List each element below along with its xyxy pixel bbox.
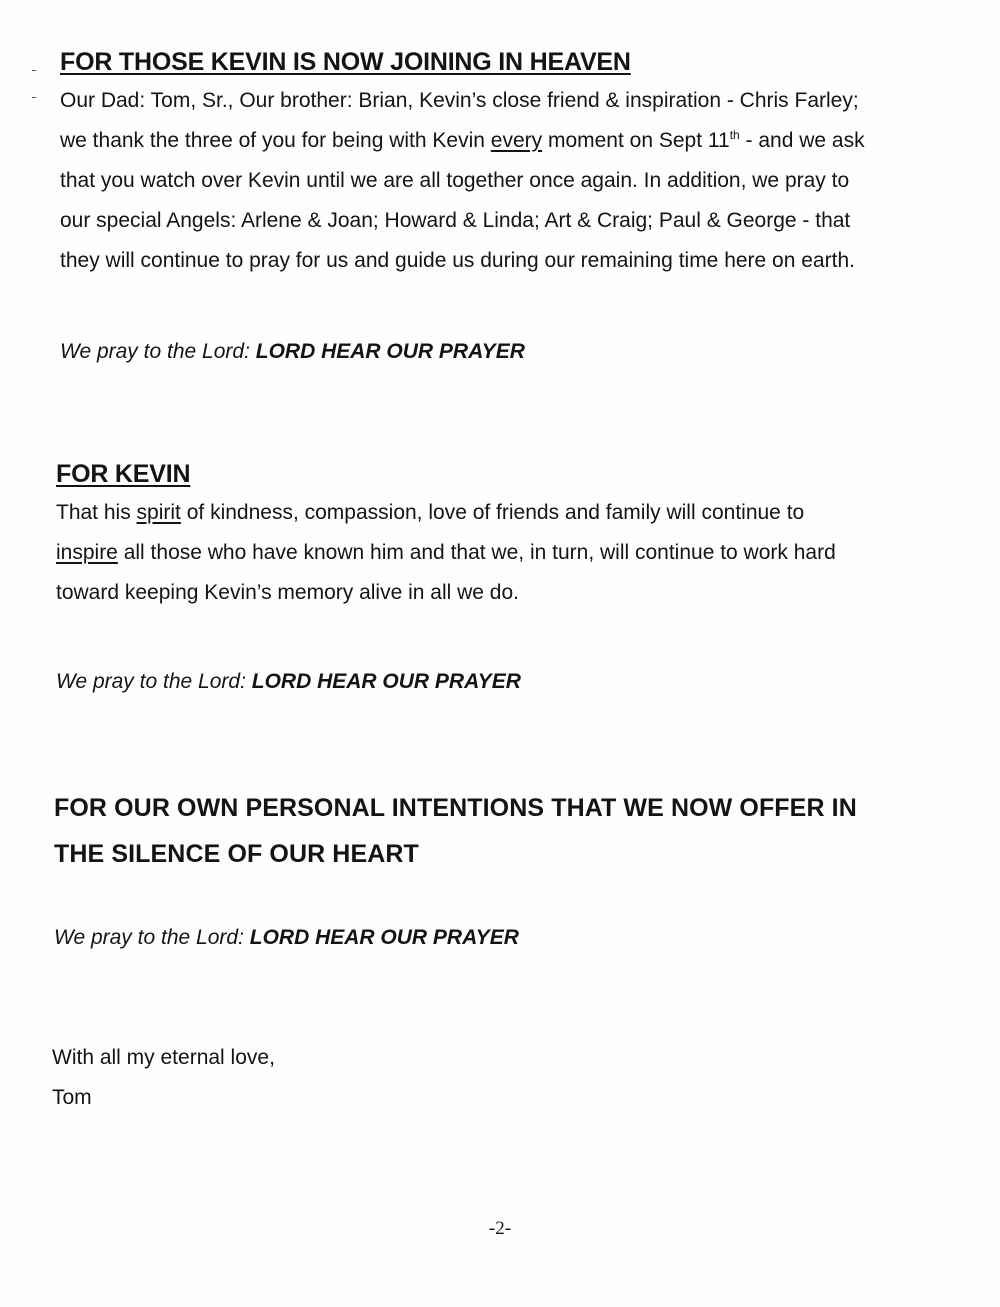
paragraph-line: our special Angels: Arlene & Joan; Howard & Linda; Art & Craig; Paul & George - that xyxy=(60,209,851,232)
prayer-response xyxy=(56,670,956,694)
section-heading-line: FOR OUR OWN PERSONAL INTENTIONS THAT WE NOW OFFER IN xyxy=(54,794,857,822)
prayer-response xyxy=(54,926,954,950)
section-paragraph xyxy=(56,493,956,613)
response-intro: We pray to the Lord xyxy=(54,926,239,949)
section-heading: FOR KEVIN xyxy=(56,460,191,488)
response-refrain: LORD HEAR OUR PRAYER xyxy=(249,340,525,363)
paragraph-line: Our Dad: Tom, Sr., Our brother: Brian, Kevin’s close friend & inspiration - Chris Farley; xyxy=(60,89,859,112)
response-refrain: LORD HEAR OUR PRAYER xyxy=(243,926,519,949)
response-intro: We pray to the Lord xyxy=(60,340,245,363)
closing-signature xyxy=(52,1038,952,1118)
text-run: moment on Sept 11 xyxy=(542,129,730,152)
signature-name: Tom xyxy=(52,1086,92,1109)
text-run: all those who have known him and that we, in turn, will continue to work hard xyxy=(117,541,836,564)
text-run: we thank the three of you for being with Kevin xyxy=(60,129,491,152)
section-intentions xyxy=(54,785,954,877)
section-kevin xyxy=(56,460,956,613)
response-intro: We pray to the Lord xyxy=(56,670,241,693)
underlined-word: inspire xyxy=(56,541,118,564)
section-heaven xyxy=(60,48,960,281)
section-paragraph xyxy=(60,81,960,281)
text-run: - and we ask xyxy=(739,129,865,152)
text-run: of kindness, compassion, love of friends and family will continue to xyxy=(180,501,805,524)
section-heading: FOR THOSE KEVIN IS NOW JOINING IN HEAVEN xyxy=(60,48,631,76)
paragraph-line xyxy=(56,533,956,573)
paragraph-line xyxy=(56,493,956,533)
response-refrain: LORD HEAR OUR PRAYER xyxy=(245,670,521,693)
paragraph-line: they will continue to pray for us and guide us during our remaining time here on earth. xyxy=(60,249,855,272)
scan-mark xyxy=(32,97,36,98)
response-colon: : xyxy=(240,670,246,693)
prayer-response xyxy=(60,340,960,364)
paragraph-line: that you watch over Kevin until we are all together once again. In addition, we pray to xyxy=(60,169,850,192)
paragraph-line: toward keeping Kevin’s memory alive in all we do. xyxy=(56,581,520,604)
page-number: -2- xyxy=(488,1218,512,1239)
section-heading-line: THE SILENCE OF OUR HEART xyxy=(54,840,419,868)
paragraph-line xyxy=(60,121,960,161)
text-run: That his xyxy=(56,501,137,524)
scan-mark xyxy=(32,70,36,71)
underlined-word: every xyxy=(490,129,543,152)
response-colon: : xyxy=(238,926,244,949)
underlined-word: spirit xyxy=(136,501,181,524)
response-colon: : xyxy=(244,340,250,363)
closing-line: With all my eternal love, xyxy=(52,1046,275,1069)
superscript: th xyxy=(729,128,740,142)
